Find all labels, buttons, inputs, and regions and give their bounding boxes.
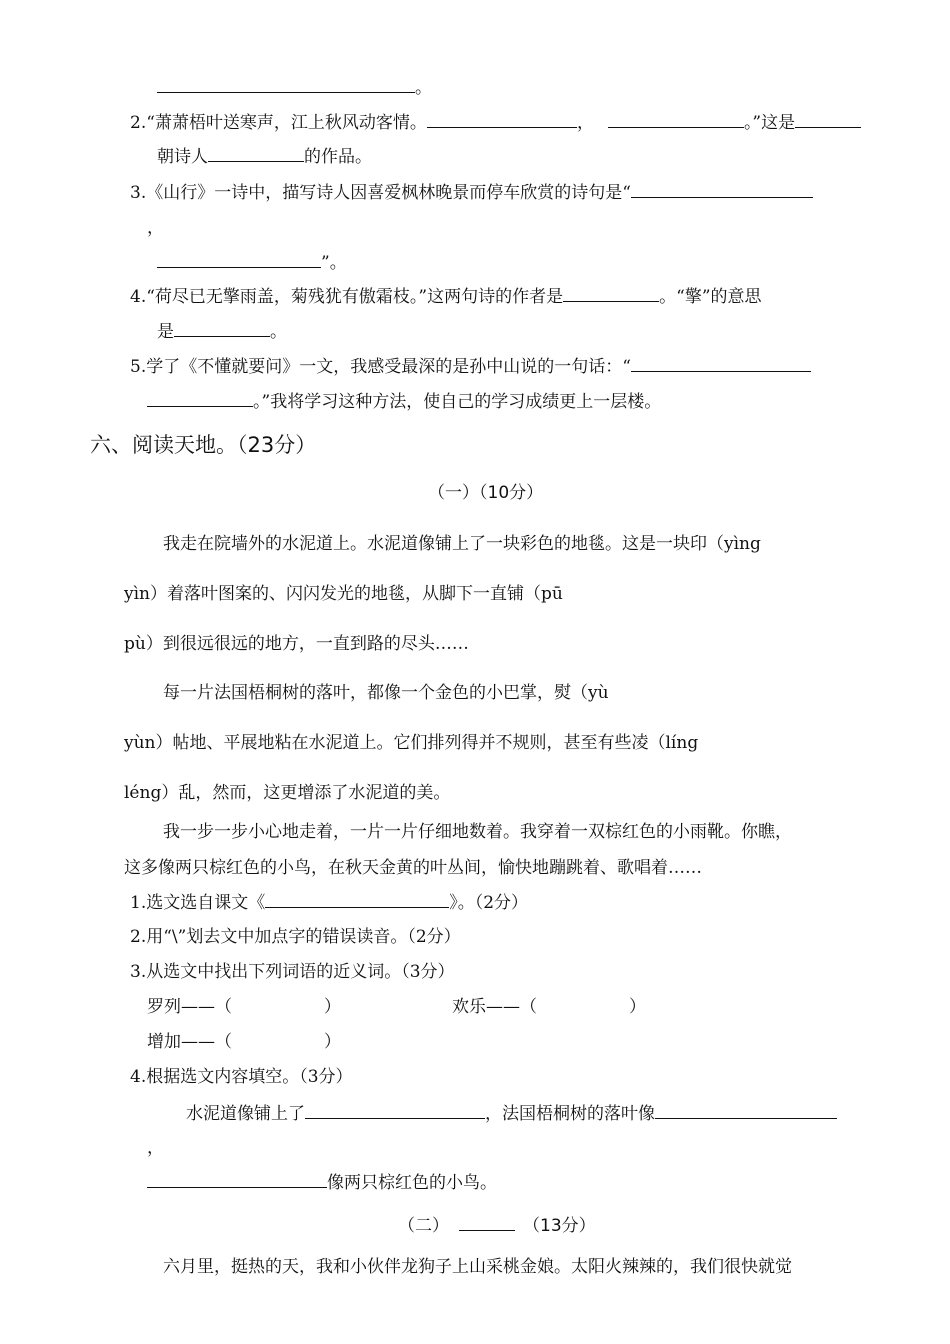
p2-line1: 每一片法国梧桐树的落叶，都像一个金色的小巴掌，熨（yù <box>163 683 609 703</box>
answer-blank[interactable] <box>147 1171 327 1188</box>
p3-line2: 这多像两只棕红色的小鸟，在秋天金黄的叶丛间，愉快地蹦跳着、歌唱着…… <box>124 858 702 878</box>
f1a: 水泥道像铺上了 <box>186 1104 305 1124</box>
answer-blank[interactable] <box>265 891 449 908</box>
rq1-b: 》。（2分） <box>449 893 529 913</box>
w1-label: 罗列——（ <box>147 997 232 1017</box>
w1-end: ） <box>324 997 341 1017</box>
answer-blank[interactable] <box>305 1102 485 1119</box>
question-5 <box>130 355 811 378</box>
answer-blank[interactable] <box>459 1214 515 1231</box>
synonym-2 <box>452 996 646 1018</box>
question-3-line3 <box>157 251 347 274</box>
f1b: ，法国梧桐树的落叶像 <box>485 1104 655 1124</box>
part2-p1: 六月里，挺热的天，我和小伙伴龙狗子上山采桃金娘。太阳火辣辣的，我们很快就觉 <box>163 1257 792 1277</box>
fill-comma: ， <box>147 1138 164 1158</box>
q5-num: 5. <box>130 357 147 377</box>
fill-line2 <box>147 1171 497 1194</box>
w3-label: 增加——（ <box>147 1032 232 1052</box>
r-question-4: 4.根据选文内容填空。（3分） <box>130 1067 353 1087</box>
w3-end: ） <box>324 1032 341 1052</box>
r-question-1 <box>130 891 528 914</box>
answer-blank[interactable] <box>655 1102 837 1119</box>
part2-title-a: （二） <box>398 1216 449 1236</box>
q3-comma: ， <box>147 218 164 238</box>
q5-line2: 。”我将学习这种方法，使自己的学习成绩更上一层楼。 <box>253 392 662 412</box>
question-2-line2 <box>157 145 372 168</box>
answer-blank[interactable] <box>631 181 813 198</box>
fill-line1 <box>186 1102 837 1125</box>
part2-title <box>398 1214 596 1237</box>
f2: 像两只棕红色的小鸟。 <box>327 1173 497 1193</box>
q4-mid: 。“擎”的意思 <box>659 287 762 307</box>
p1-line2: yìn）着落叶图案的、闪闪发光的地毯，从脚下一直铺（pū <box>124 584 563 604</box>
q2-line2a: 朝诗人 <box>157 147 208 167</box>
q2-tail: 。”这是 <box>743 113 796 133</box>
answer-blank[interactable] <box>208 145 304 162</box>
answer-blank[interactable] <box>563 285 659 302</box>
q4-line2a: 是 <box>157 322 174 342</box>
q2-text: “萧萧梧叶送寒声，江上秋风动客情。 <box>146 113 427 133</box>
r-question-2: 2.用“\”划去文中加点字的错误读音。（2分） <box>130 927 461 947</box>
q1-tail: 。 <box>415 78 432 98</box>
p1-line1: 我走在院墙外的水泥道上。水泥道像铺上了一块彩色的地毯。这是一块印（yìng <box>163 534 761 554</box>
q2-line2b: 的作品。 <box>304 147 372 167</box>
q3-text: 《山行》一诗中，描写诗人因喜爱枫林晚景而停车欣赏的诗句是“ <box>146 183 631 203</box>
part2-title-b: （13分） <box>523 1216 596 1236</box>
q4-num: 4. <box>130 287 147 307</box>
answer-blank[interactable] <box>157 251 321 268</box>
answer-blank[interactable] <box>795 111 861 128</box>
answer-blank[interactable] <box>174 320 270 337</box>
part1-title: （一）（10分） <box>428 483 544 503</box>
question-4-line2 <box>157 320 287 343</box>
p2-line2: yùn）帖地、平展地粘在水泥道上。它们排列得并不规则，甚至有些凌（líng <box>124 733 699 753</box>
w2-label: 欢乐——（ <box>452 997 537 1017</box>
r-question-3: 3.从选文中找出下列词语的近义词。（3分） <box>130 962 455 982</box>
synonym-3 <box>147 1031 341 1053</box>
question-2 <box>130 111 861 134</box>
question-4 <box>130 285 762 308</box>
q4-line2b: 。 <box>270 322 287 342</box>
rq1-a: 1.选文选自课文《 <box>130 893 266 913</box>
p1-line3: pù）到很远很远的地方，一直到路的尽头…… <box>124 634 469 654</box>
question-3 <box>130 181 813 204</box>
answer-blank[interactable] <box>631 355 811 372</box>
w2-end: ） <box>629 997 646 1017</box>
q1-tail-line <box>157 76 432 99</box>
answer-blank[interactable] <box>147 390 253 407</box>
p2-line3: léng）乱，然而，这更增添了水泥道的美。 <box>124 783 451 803</box>
q2-comma: ， <box>576 113 594 133</box>
answer-blank[interactable] <box>608 111 744 128</box>
synonym-1 <box>147 996 341 1018</box>
section6-title: 六、阅读天地。（23分） <box>90 433 317 457</box>
answer-blank[interactable] <box>427 111 577 128</box>
question-5-line2 <box>147 390 661 413</box>
p3-line1: 我一步一步小心地走着，一片一片仔细地数着。我穿着一双棕红色的小雨靴。你瞧， <box>163 822 792 842</box>
q4-text: “荷尽已无擎雨盖，菊残犹有傲霜枝。”这两句诗的作者是 <box>146 287 564 307</box>
q2-num: 2. <box>130 113 147 133</box>
answer-blank[interactable] <box>157 76 415 93</box>
q3-num: 3. <box>130 183 147 203</box>
q3-tail: ”。 <box>321 253 347 273</box>
q5-text: 学了《不懂就要问》一文，我感受最深的是孙中山说的一句话：“ <box>146 357 631 377</box>
